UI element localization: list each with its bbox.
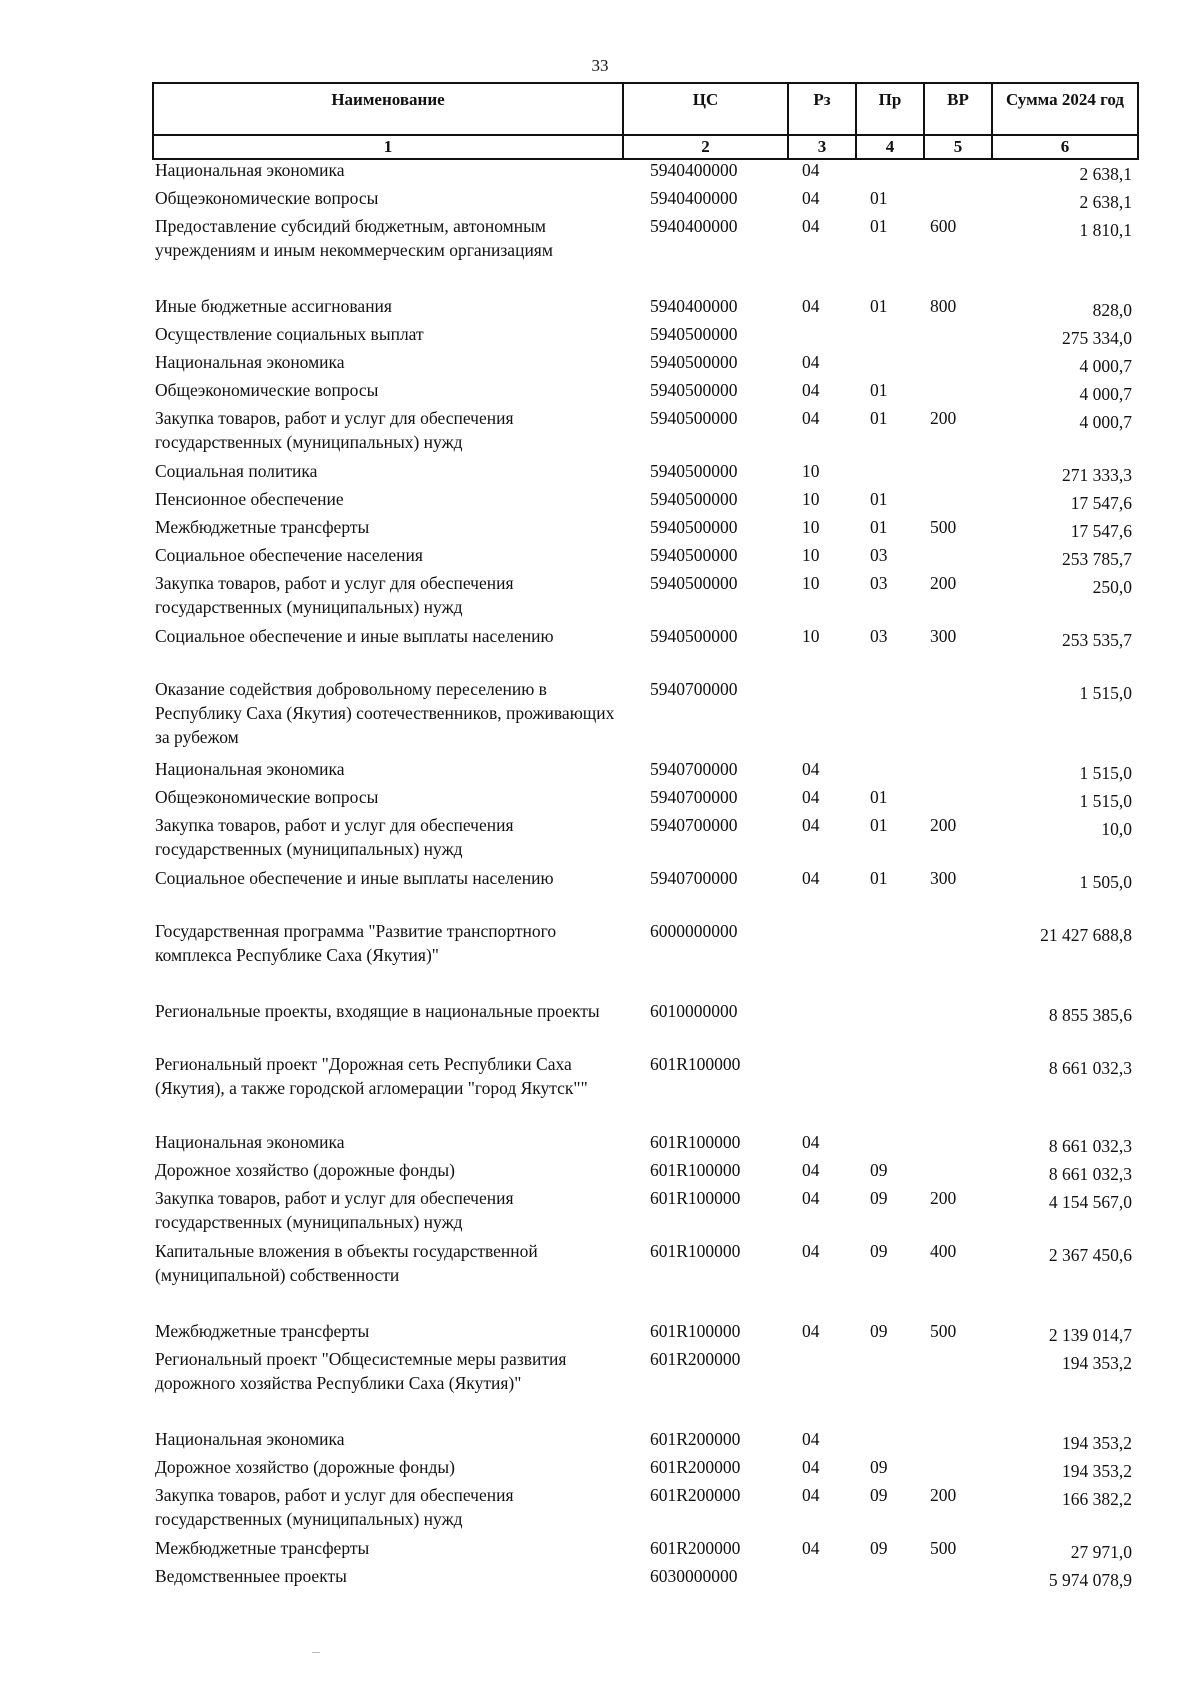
row-name: Закупка товаров, работ и услуг для обеспечения государственных (муниципальных) нужд [155, 1188, 514, 1232]
row-cs: 5940500000 [650, 517, 738, 537]
row-cs: 601R100000 [650, 1321, 741, 1341]
row-name: Закупка товаров, работ и услуг для обеспечения государственных (муниципальных) нужд [155, 408, 514, 452]
row-vr: 600 [930, 216, 957, 236]
table-row [0, 459, 1200, 487]
table-row [0, 919, 1200, 999]
row-name: Ведомственныее проекты [155, 1566, 347, 1586]
row-pr: 09 [870, 1321, 888, 1341]
row-cs: 6010000000 [650, 1001, 738, 1021]
row-cs: 601R200000 [650, 1429, 741, 1449]
table-row [0, 322, 1200, 350]
row-sum: 21 427 688,8 [1040, 925, 1132, 945]
row-cs: 5940500000 [650, 573, 738, 593]
table-row [0, 757, 1200, 785]
row-rz: 04 [802, 296, 820, 316]
row-rz: 04 [802, 216, 820, 236]
row-pr: 01 [870, 188, 888, 208]
row-vr: 800 [930, 296, 957, 316]
row-cs: 5940700000 [650, 787, 738, 807]
table-row [0, 1319, 1200, 1347]
table-row [0, 1536, 1200, 1564]
header-pr: Пр [856, 83, 924, 135]
table-row [0, 785, 1200, 813]
row-rz: 04 [802, 160, 820, 180]
row-sum: 2 139 014,7 [1048, 1325, 1132, 1345]
row-cs: 601R100000 [650, 1160, 741, 1180]
table-row [0, 1158, 1200, 1186]
row-rz: 04 [802, 380, 820, 400]
row-cs: 601R200000 [650, 1485, 741, 1505]
row-rz: 10 [802, 489, 820, 509]
row-cs: 6030000000 [650, 1566, 738, 1586]
table-row [0, 186, 1200, 214]
row-sum: 194 353,2 [1062, 1433, 1132, 1453]
header-num-6: 6 [992, 135, 1138, 159]
row-name: Оказание содействия добровольному переселению в Республику Саха (Якутия) соотечественников, проживающих за рубежом [155, 679, 615, 747]
row-cs: 5940700000 [650, 815, 738, 835]
header-sum: Сумма 2024 год [992, 83, 1138, 135]
row-pr: 01 [870, 380, 888, 400]
table-row [0, 1186, 1200, 1239]
table-row [0, 350, 1200, 378]
row-name: Межбюджетные трансферты [155, 517, 370, 537]
row-pr: 03 [870, 573, 888, 593]
table-row [0, 1564, 1200, 1592]
table-row [0, 515, 1200, 543]
header-rz: Рз [788, 83, 856, 135]
row-name: Общеэкономические вопросы [155, 380, 379, 400]
table-row [0, 999, 1200, 1052]
row-name: Национальная экономика [155, 759, 345, 779]
row-rz: 04 [802, 1457, 820, 1477]
table-row [0, 1347, 1200, 1427]
row-name: Социальная политика [155, 461, 318, 481]
row-pr: 03 [870, 626, 888, 646]
row-sum: 1 515,0 [1079, 763, 1132, 783]
row-cs: 5940400000 [650, 296, 738, 316]
row-cs: 5940500000 [650, 352, 738, 372]
row-name: Национальная экономика [155, 352, 345, 372]
row-cs: 601R100000 [650, 1188, 741, 1208]
table-header [152, 82, 1137, 156]
row-pr: 01 [870, 517, 888, 537]
row-name: Социальное обеспечение и иные выплаты населению [155, 868, 554, 888]
row-cs: 5940400000 [650, 216, 738, 236]
row-sum: 4 154 567,0 [1048, 1192, 1132, 1212]
header-num-1: 1 [153, 135, 623, 159]
row-sum: 1 515,0 [1079, 791, 1132, 811]
row-sum: 8 661 032,3 [1048, 1058, 1132, 1078]
row-sum: 250,0 [1092, 577, 1132, 597]
row-sum: 8 661 032,3 [1048, 1164, 1132, 1184]
row-sum: 17 547,6 [1070, 521, 1132, 541]
row-name: Межбюджетные трансферты [155, 1321, 370, 1341]
row-pr: 09 [870, 1538, 888, 1558]
row-cs: 5940700000 [650, 868, 738, 888]
row-pr: 09 [870, 1241, 888, 1261]
row-sum: 2 638,1 [1079, 192, 1132, 212]
row-sum: 2 367 450,6 [1048, 1245, 1132, 1265]
row-vr: 200 [930, 815, 957, 835]
row-vr: 400 [930, 1241, 957, 1261]
row-rz: 04 [802, 1188, 820, 1208]
row-vr: 200 [930, 408, 957, 428]
row-name: Социальное обеспечение населения [155, 545, 423, 565]
row-name: Капитальные вложения в объекты государственной (муниципальной) собственности [155, 1241, 538, 1285]
row-rz: 04 [802, 1160, 820, 1180]
row-rz: 04 [802, 815, 820, 835]
row-rz: 04 [802, 1485, 820, 1505]
row-vr: 300 [930, 626, 957, 646]
row-sum: 1 505,0 [1079, 872, 1132, 892]
table-row [0, 158, 1200, 186]
row-sum: 253 785,7 [1062, 549, 1132, 569]
row-sum: 8 661 032,3 [1048, 1136, 1132, 1156]
row-cs: 5940400000 [650, 188, 738, 208]
row-sum: 8 855 385,6 [1048, 1005, 1132, 1025]
header-num-5: 5 [924, 135, 992, 159]
row-cs: 601R100000 [650, 1054, 741, 1074]
row-rz: 10 [802, 545, 820, 565]
row-vr: 200 [930, 1485, 957, 1505]
row-name: Закупка товаров, работ и услуг для обеспечения государственных (муниципальных) нужд [155, 573, 514, 617]
row-rz: 10 [802, 461, 820, 481]
row-name: Иные бюджетные ассигнования [155, 296, 392, 316]
row-rz: 04 [802, 1132, 820, 1152]
table-row [0, 406, 1200, 459]
row-cs: 601R200000 [650, 1349, 741, 1369]
row-pr: 09 [870, 1485, 888, 1505]
row-sum: 2 638,1 [1079, 164, 1132, 184]
row-pr: 09 [870, 1188, 888, 1208]
row-vr: 500 [930, 517, 957, 537]
row-pr: 09 [870, 1457, 888, 1477]
row-cs: 5940700000 [650, 679, 738, 699]
row-rz: 04 [802, 1429, 820, 1449]
row-name: Социальное обеспечение и иные выплаты населению [155, 626, 554, 646]
row-sum: 194 353,2 [1062, 1461, 1132, 1481]
row-pr: 01 [870, 408, 888, 428]
row-cs: 5940500000 [650, 408, 738, 428]
row-name: Пенсионное обеспечение [155, 489, 344, 509]
table-row [0, 571, 1200, 624]
table-row [0, 1239, 1200, 1319]
table-row [0, 866, 1200, 919]
table-row [0, 1483, 1200, 1536]
row-vr: 200 [930, 573, 957, 593]
row-vr: 200 [930, 1188, 957, 1208]
row-cs: 5940500000 [650, 461, 738, 481]
table-row [0, 1427, 1200, 1455]
row-rz: 04 [802, 1321, 820, 1341]
row-cs: 601R100000 [650, 1132, 741, 1152]
header-num-4: 4 [856, 135, 924, 159]
row-sum: 271 333,3 [1062, 465, 1132, 485]
page-number: 33 [591, 56, 609, 75]
row-name: Государственная программа "Развитие транспортного комплекса Республике Саха (Якутия)" [155, 921, 557, 965]
row-name: Региональный проект "Общесистемные меры развития дорожного хозяйства Республики Саха (Якутия)" [155, 1349, 567, 1393]
row-cs: 5940400000 [650, 160, 738, 180]
row-cs: 601R200000 [650, 1457, 741, 1477]
row-sum: 4 000,7 [1079, 356, 1132, 376]
row-sum: 27 971,0 [1070, 1542, 1132, 1562]
table-row [0, 1130, 1200, 1158]
row-sum: 275 334,0 [1062, 328, 1132, 348]
table-row [0, 378, 1200, 406]
row-sum: 828,0 [1092, 300, 1132, 320]
row-cs: 5940500000 [650, 545, 738, 565]
row-rz: 04 [802, 759, 820, 779]
row-vr: 300 [930, 868, 957, 888]
header-cs: ЦС [623, 83, 788, 135]
row-rz: 04 [802, 1538, 820, 1558]
table-row [0, 543, 1200, 571]
header-num-3: 3 [788, 135, 856, 159]
row-pr: 01 [870, 868, 888, 888]
header-name: Наименование [153, 83, 623, 135]
row-pr: 03 [870, 545, 888, 565]
row-name: Дорожное хозяйство (дорожные фонды) [155, 1160, 456, 1180]
row-name: Общеэкономические вопросы [155, 787, 379, 807]
row-sum: 194 353,2 [1062, 1353, 1132, 1373]
row-sum: 253 535,7 [1062, 630, 1132, 650]
table-body [0, 158, 1200, 1592]
row-pr: 01 [870, 296, 888, 316]
row-name: Общеэкономические вопросы [155, 188, 379, 208]
table-row [0, 214, 1200, 294]
row-rz: 04 [802, 787, 820, 807]
row-name: Региональные проекты, входящие в национальные проекты [155, 1001, 600, 1021]
row-name: Национальная экономика [155, 1132, 345, 1152]
row-cs: 5940700000 [650, 759, 738, 779]
row-sum: 4 000,7 [1079, 384, 1132, 404]
row-vr: 500 [930, 1538, 957, 1558]
row-cs: 6000000000 [650, 921, 738, 941]
header-num-2: 2 [623, 135, 788, 159]
row-pr: 01 [870, 216, 888, 236]
row-sum: 10,0 [1101, 819, 1132, 839]
row-name: Межбюджетные трансферты [155, 1538, 370, 1558]
row-name: Осуществление социальных выплат [155, 324, 424, 344]
row-cs: 5940500000 [650, 324, 738, 344]
row-name: Национальная экономика [155, 1429, 345, 1449]
row-rz: 10 [802, 626, 820, 646]
row-cs: 5940500000 [650, 380, 738, 400]
row-pr: 01 [870, 815, 888, 835]
row-name: Национальная экономика [155, 160, 345, 180]
row-rz: 04 [802, 408, 820, 428]
row-sum: 17 547,6 [1070, 493, 1132, 513]
row-pr: 01 [870, 489, 888, 509]
table-row [0, 487, 1200, 515]
row-pr: 01 [870, 787, 888, 807]
row-cs: 601R100000 [650, 1241, 741, 1261]
row-sum: 5 974 078,9 [1048, 1570, 1132, 1590]
table-row [0, 1455, 1200, 1483]
row-rz: 04 [802, 188, 820, 208]
row-rz: 04 [802, 868, 820, 888]
row-name: Региональный проект "Дорожная сеть Республики Саха (Якутия), а также городской агломерации "город Якутск"" [155, 1054, 588, 1098]
row-name: Дорожное хозяйство (дорожные фонды) [155, 1457, 456, 1477]
row-pr: 09 [870, 1160, 888, 1180]
row-cs: 601R200000 [650, 1538, 741, 1558]
row-vr: 500 [930, 1321, 957, 1341]
row-sum: 1 515,0 [1079, 683, 1132, 703]
row-sum: 4 000,7 [1079, 412, 1132, 432]
row-cs: 5940500000 [650, 489, 738, 509]
table-row [0, 813, 1200, 866]
row-rz: 04 [802, 352, 820, 372]
row-name: Предоставление субсидий бюджетным, автономным учреждениям и иным некоммерческим организациям [155, 216, 553, 260]
row-cs: 5940500000 [650, 626, 738, 646]
table-row [0, 1052, 1200, 1130]
row-sum: 166 382,2 [1062, 1489, 1132, 1509]
row-rz: 10 [802, 573, 820, 593]
row-sum: 1 810,1 [1079, 220, 1132, 240]
header-vr: ВР [924, 83, 992, 135]
row-name: Закупка товаров, работ и услуг для обеспечения государственных (муниципальных) нужд [155, 1485, 514, 1529]
table-row [0, 677, 1200, 757]
row-rz: 04 [802, 1241, 820, 1261]
table-row [0, 294, 1200, 322]
row-rz: 10 [802, 517, 820, 537]
row-name: Закупка товаров, работ и услуг для обеспечения государственных (муниципальных) нужд [155, 815, 514, 859]
scan-mark [312, 1652, 320, 1653]
table-row [0, 624, 1200, 677]
